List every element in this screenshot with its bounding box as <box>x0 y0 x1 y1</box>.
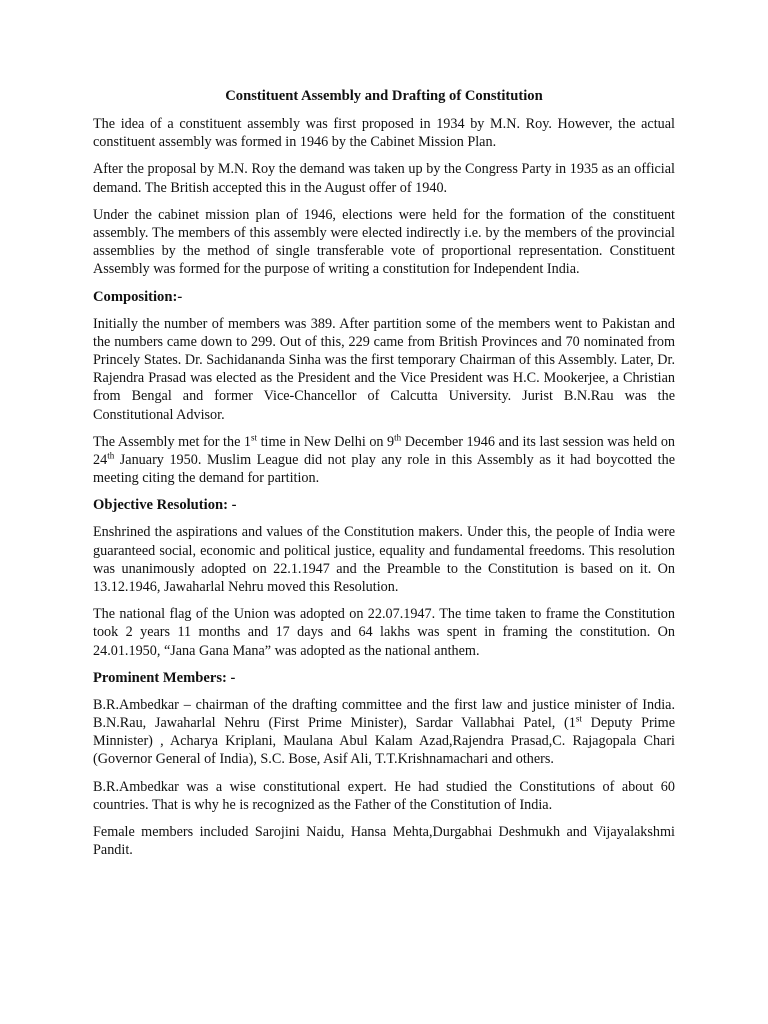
prominent-members-heading: Prominent Members: - <box>93 669 236 686</box>
ordinal-superscript: st <box>575 713 582 724</box>
intro-paragraph-1: The idea of a constituent assembly was first proposed in 1934 by M.N. Roy. However, the actual constituent assembly was formed in 1946 by the Cabinet Mission Plan. <box>93 116 675 151</box>
composition-paragraph-2 <box>93 433 675 488</box>
text-segment: The Assembly met for the 1 <box>93 433 252 450</box>
intro-paragraph-2: After the proposal by M.N. Roy the demand was taken up by the Congress Party in 1935 as an official demand. The British accepted this in the August offer of 1940. <box>93 161 675 196</box>
document-title: Constituent Assembly and Drafting of Constitution <box>225 88 543 104</box>
intro-paragraph-3: Under the cabinet mission plan of 1946, elections were held for the formation of the constituent assembly. The members of this assembly were elected indirectly i.e. by the members of the provincial assemblies by the method of single transferable vote of proportional representation. Constituent Assembly was formed for the purpose of writing a constitution for Independent India. <box>93 206 675 278</box>
ordinal-superscript: th <box>107 450 115 461</box>
objective-resolution-heading: Objective Resolution: - <box>93 497 237 514</box>
text-segment: December 1946 and its last session was held on 24 <box>93 433 676 469</box>
members-paragraph-3: Female members included Sarojini Naidu, Hansa Mehta,Durgabhai Deshmukh and Vijayalakshmi Pandit. <box>93 824 675 859</box>
composition-paragraph-1: Initially the number of members was 389. After partition some of the members went to Pakistan and the numbers came down to 299. Out of this, 229 came from British Provinces and 70 nominated from Princely States. Dr. Sachidananda Sinha was the first temporary Chairman of this Assembly. Later, Dr. Rajendra Prasad was elected as the President and the Vice President was H.C. Mookerjee, a Christian from Bengal and former Vice-Chancellor of Calcutta University. Jurist B.N.Rau was the Constitutional Advisor. <box>93 315 675 423</box>
text-segment: January 1950. Muslim League did not play any role in this Assembly as it had boycotted the meeting citing the demand for partition. <box>93 452 675 487</box>
text-segment: B.R.Ambedkar – chairman of the drafting committee and the first law and justice minister of India. B.N.Rau, Jawaharlal Nehru (First Prime Minister), Sardar Vallabhai Patel, (1 <box>93 696 675 732</box>
ordinal-superscript: st <box>251 432 258 443</box>
objective-paragraph-2: The national flag of the Union was adopted on 22.07.1947. The time taken to frame the Constitution took 2 years 11 months and 17 days and 64 lakhs was spent in framing the constitution. On 24.01.1950, “Jana Gana Mana” was adopted as the national anthem. <box>93 606 675 659</box>
document-page <box>93 87 675 869</box>
text-segment: Deputy Prime Minnister) , Acharya Kriplani, Maulana Abul Kalam Azad,Rajendra Prasad,C. Rajagopala Chari (Governor General of India), S.C. Bose, Asif Ali, T.T.Krishnamachari and others. <box>93 715 675 768</box>
members-paragraph-2: B.R.Ambedkar was a wise constitutional expert. He had studied the Constitutions of about 60 countries. That is why he is recognized as the Father of the Constitution of India. <box>93 778 675 813</box>
objective-paragraph-1: Enshrined the aspirations and values of the Constitution makers. Under this, the people of India were guaranteed social, economic and political justice, equality and fundamental freedoms. This resolution was unanimously adopted on 22.1.1947 and the Preamble to the Constitution is based on it. On 13.12.1946, Jawaharlal Nehru moved this Resolution. <box>93 524 675 596</box>
text-segment: time in New Delhi on 9 <box>257 433 395 450</box>
ordinal-superscript: th <box>394 432 402 443</box>
members-paragraph-1 <box>93 696 675 769</box>
composition-heading: Composition:- <box>93 288 183 305</box>
